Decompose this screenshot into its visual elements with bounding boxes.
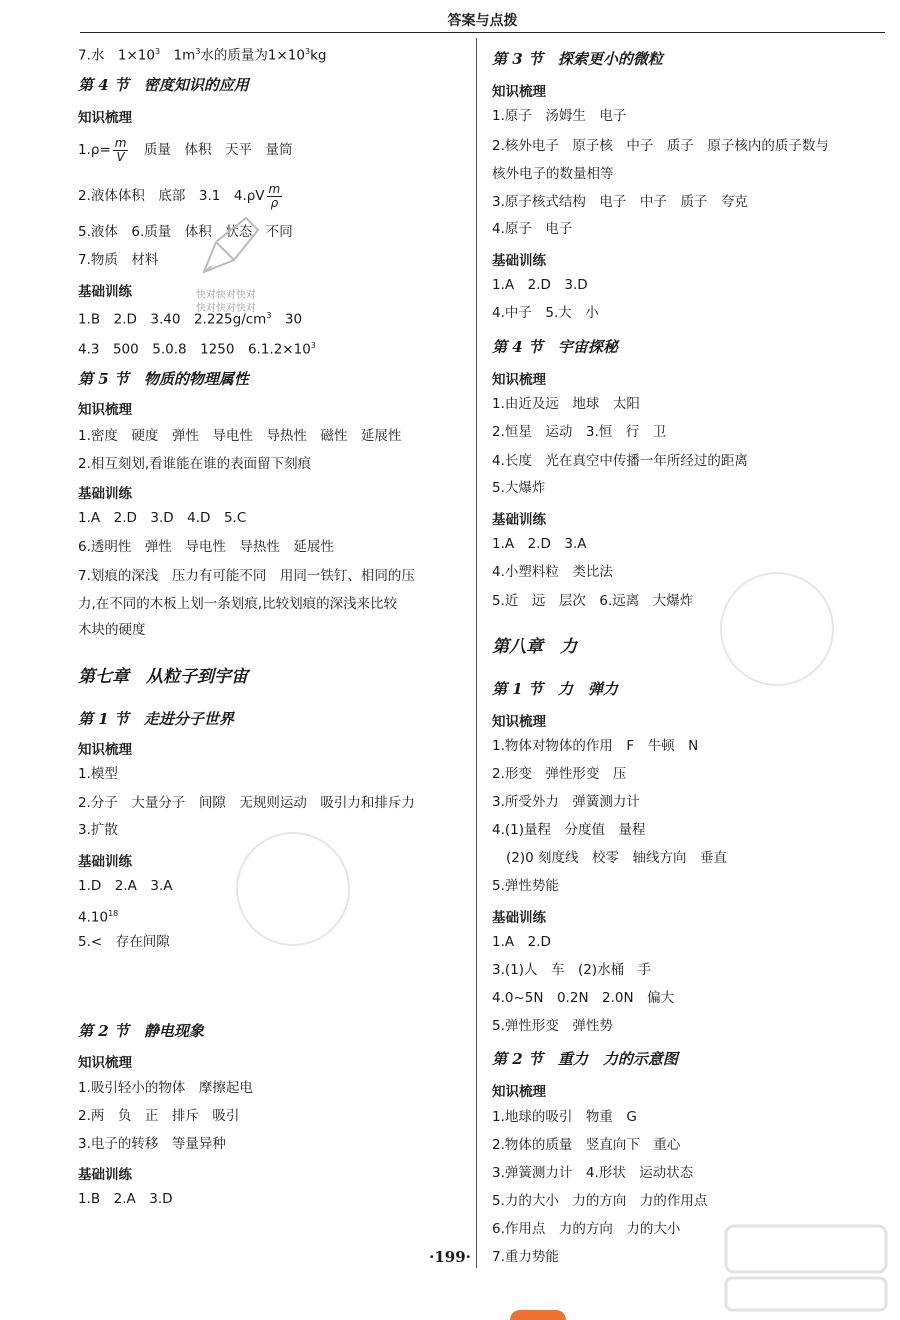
- watermark-text: 快对快对快对: [196, 303, 256, 314]
- answer-line: 3.所受外力 弹簧测力计: [492, 794, 640, 810]
- site-logo-watermark-icon: [722, 1220, 892, 1315]
- answer-line: 3.原子核式结构 电子 中子 质子 夸克: [492, 194, 748, 210]
- answer-line: 5.弹性形变 弹性势: [492, 1018, 613, 1034]
- answer-line: 4.0~5N 0.2N 2.0N 偏大: [492, 990, 675, 1006]
- answer-line: 1.A 2.D 3.D: [492, 277, 588, 293]
- answer-line: 2.恒星 运动 3.恒 行 卫: [492, 424, 667, 440]
- answer-line: 3.(1)人 车 (2)水桶 手: [492, 962, 652, 978]
- answer-line: 1.地球的吸引 物重 G: [492, 1109, 637, 1125]
- subheading: 知识梳理: [78, 1055, 132, 1071]
- answer-line: 5.弹性势能: [492, 878, 559, 894]
- watermark-text: 快对快对快对: [196, 290, 256, 301]
- answer-line: 1.B 2.D 3.40 $2.225g/cm^3$ 30: [78, 311, 303, 328]
- answer-line: 7.划痕的深浅 压力有可能不同 用同一铁钉、相同的压: [78, 568, 415, 584]
- answer-line: (2)0 刻度线 校零 轴线方向 垂直: [506, 850, 728, 866]
- answer-line: 5.大爆炸: [492, 480, 546, 496]
- section-title: 第 3 节 探索更小的微粒: [492, 50, 663, 68]
- answer-line: 1.A 2.D 3.A: [492, 536, 587, 552]
- answer-line: 4.中子 5.大 小: [492, 305, 599, 321]
- answer-line: 2.相互刻划,看谁能在谁的表面留下刻痕: [78, 456, 312, 472]
- section-title: 第 2 节 静电现象: [78, 1022, 204, 1040]
- answer-line: 核外电子的数量相等: [492, 166, 614, 182]
- answer-line: 3.电子的转移 等量异种: [78, 1136, 226, 1152]
- answer-line: 3.扩散: [78, 822, 118, 838]
- header-title: 答案与点拨: [447, 13, 518, 29]
- answer-line: 5.近 远 层次 6.远离 大爆炸: [492, 593, 694, 609]
- answer-line: 1.吸引轻小的物体 摩擦起电: [78, 1080, 253, 1096]
- answer-line: 4.长度 光在真空中传播一年所经过的距离: [492, 453, 748, 469]
- answer-line: 1.物体对物体的作用 F 牛顿 N: [492, 738, 699, 754]
- subheading: 基础训练: [78, 284, 132, 300]
- answer-line: 2.两 负 正 排斥 吸引: [78, 1108, 240, 1124]
- chapter-title: 第七章 从粒子到宇宙: [78, 667, 248, 687]
- page-number: ·199·: [429, 1248, 471, 1266]
- bottom-tab: [510, 1310, 566, 1320]
- answer-line: 2.核外电子 原子核 中子 质子 原子核内的质子数与: [492, 138, 829, 154]
- section-title: 第 4 节 密度知识的应用: [78, 76, 249, 94]
- subheading: 基础训练: [492, 910, 546, 926]
- answer-line: 1.模型: [78, 766, 118, 782]
- subheading: 基础训练: [78, 1167, 132, 1183]
- subheading: 知识梳理: [492, 1084, 546, 1100]
- pencil-watermark-icon: [194, 212, 264, 282]
- subheading: 知识梳理: [492, 714, 546, 730]
- answer-line: 7.水 $1\times 10^3$ $1m^3$水的质量为$1\times 10^3kg$: [78, 47, 327, 64]
- answer-line: 6.作用点 力的方向 力的大小: [492, 1221, 681, 1237]
- answer-line: 4.(1)量程 分度值 量程: [492, 822, 646, 838]
- chapter-title: 第八章 力: [492, 637, 577, 657]
- answer-line: 2.物体的质量 竖直向下 重心: [492, 1137, 681, 1153]
- subheading: 基础训练: [78, 486, 132, 502]
- answer-line: 7.物质 材料: [78, 252, 159, 268]
- answer-line: 1.A 2.D: [492, 934, 551, 950]
- subheading: 知识梳理: [492, 372, 546, 388]
- answer-line: 1.D 2.A 3.A: [78, 878, 173, 894]
- column-divider: [476, 38, 477, 1268]
- answer-line: 木块的硬度: [78, 622, 146, 638]
- answer-line: 4.3 500 5.0.8 1250 $6.1.2\times 10^3$: [78, 341, 316, 358]
- answer-line: 7.重力势能: [492, 1249, 559, 1265]
- answer-line: 5.力的大小 力的方向 力的作用点: [492, 1193, 708, 1209]
- fraction: $\frac{m}{\rho}$: [268, 181, 281, 210]
- answer-line: 1.密度 硬度 弹性 导电性 导热性 磁性 延展性: [78, 428, 402, 444]
- section-title: 第 1 节 走进分子世界: [78, 710, 234, 728]
- answer-line: 4.小塑料粒 类比法: [492, 564, 613, 580]
- section-title: 第 2 节 重力 力的示意图: [492, 1050, 678, 1068]
- subheading: 知识梳理: [78, 402, 132, 418]
- section-title: 第 5 节 物质的物理属性: [78, 370, 249, 388]
- answer-line: 5.液体 6.质量 体积 状态 不同: [78, 224, 293, 240]
- subheading: 基础训练: [492, 253, 546, 269]
- answer-line: 5.< 存在间隙: [78, 934, 170, 950]
- subheading: 基础训练: [492, 512, 546, 528]
- subheading: 知识梳理: [78, 110, 132, 126]
- page-header: [80, 8, 885, 33]
- answer-line: 2.分子 大量分子 间隙 无规则运动 吸引力和排斥力: [78, 795, 415, 811]
- section-title: 第 4 节 宇宙探秘: [492, 338, 618, 356]
- fraction: $\frac{m}{V}$: [114, 135, 127, 164]
- answer-line: 1.A 2.D 3.D 4.D 5.C: [78, 510, 247, 526]
- answer-line: 力,在不同的木板上划一条划痕,比较划痕的深浅来比较: [78, 596, 398, 612]
- section-title: 第 1 节 力 弹力: [492, 680, 618, 698]
- answer-line: 4.10$^{18}$: [78, 909, 119, 926]
- answer-line: 6.透明性 弹性 导电性 导热性 延展性: [78, 539, 334, 555]
- answer-line: 4.原子 电子: [492, 221, 573, 237]
- subheading: 基础训练: [78, 854, 132, 870]
- answer-line: 1.原子 汤姆生 电子: [492, 108, 627, 124]
- answer-line: 1.ρ= $\frac{m}{V}$ 质量 体积 天平 量筒: [78, 135, 293, 164]
- answer-line: 1.由近及远 地球 太阳: [492, 396, 640, 412]
- subheading: 知识梳理: [78, 742, 132, 758]
- answer-line: 2.液体体积 底部 3.1 4.ρV $\frac{m}{\rho}$: [78, 181, 281, 210]
- answer-line: 1.B 2.A 3.D: [78, 1191, 173, 1207]
- answer-line: 3.弹簧测力计 4.形状 运动状态: [492, 1165, 694, 1181]
- subheading: 知识梳理: [492, 84, 546, 100]
- answer-line: 2.形变 弹性形变 压: [492, 766, 627, 782]
